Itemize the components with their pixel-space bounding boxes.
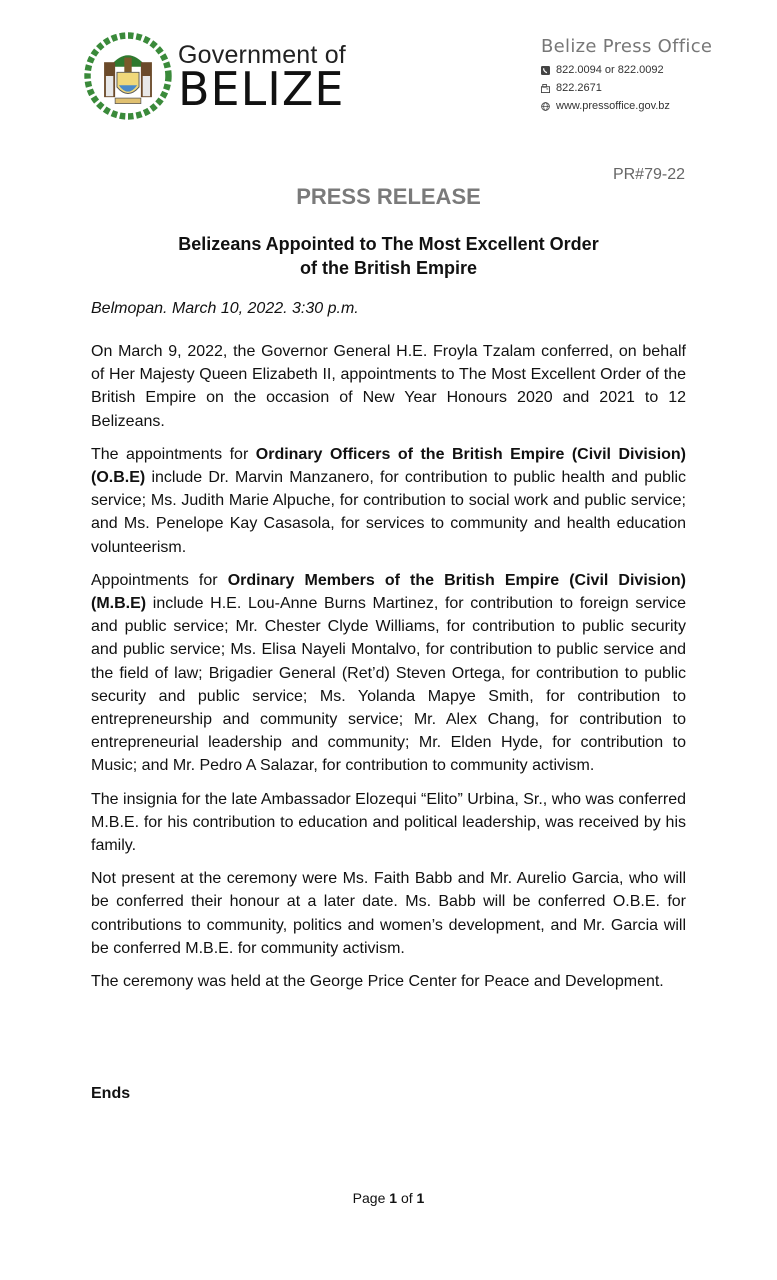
phone-icon: [541, 66, 550, 75]
paragraph-3-lead: Appointments for: [91, 571, 228, 589]
headline-line-2: of the British Empire: [299, 258, 478, 278]
headline: [0, 232, 777, 280]
paragraph-3-rest: include H.E. Lou-Anne Burns Martinez, for contribution to foreign service and public service; Mr. Chester Clyde Williams, for contribution to public security and public service; Ms. Elisa Nayeli Montalvo, for contribution to public service and the field of law; Brigadier General (Ret’d) Steven Ortega, for contribution to public security and public service; Ms. Yolanda Mapye Smith, for contribution to entrepreneurship and community service; Mr. Alex Chang, for contribution to entrepreneurial leadership and community; Mr. Elden Hyde, for contribution to Music; and Mr. Pedro A Salazar, for contribution to community activism.: [91, 595, 686, 775]
obe-designation: Ordinary Officers of the British Empire (Civil Division) (O.B.E): [91, 445, 687, 487]
paragraph-2: [91, 443, 686, 559]
paragraph-2-rest: include Dr. Marvin Manzanero, for contribution to public health and public service; Ms. Judith Marie Alpuche, for contribution to social work and public service; and Ms. Penelope Kay Casasola, for services to community and health education volunteerism.: [91, 469, 686, 556]
press-office-name: Belize Press Office: [541, 36, 713, 57]
website-link[interactable]: www.pressoffice.gov.bz: [556, 100, 670, 112]
brand-belize: BELIZE: [178, 62, 345, 116]
mbe-designation: Ordinary Members of the British Empire (Civil Division) (M.B.E): [91, 571, 686, 613]
phone-row: [541, 61, 712, 79]
paragraph-6: The ceremony was held at the George Price Center for Peace and Development.: [91, 973, 664, 991]
paragraph-2-lead: The appointments for: [91, 445, 256, 463]
fax-number: 822.2671: [556, 82, 602, 94]
press-release-number: PR#79-22: [612, 166, 685, 183]
fax-row: [541, 79, 712, 97]
press-release-label: PRESS RELEASE: [296, 184, 481, 209]
coat-of-arms-logo: [82, 30, 174, 122]
page-prefix: Page: [352, 1190, 390, 1206]
ends-marker: Ends: [91, 1085, 131, 1102]
paragraph-1: On March 9, 2022, the Governor General H.E. Froyla Tzalam conferred, on behalf of Her Majesty Queen Elizabeth II, appointments to The Most Excellent Order of the British Empire on the occasion of New Year Honours 2020 and 2021 to 12 Belizeans.: [91, 343, 686, 430]
website-row[interactable]: [541, 97, 712, 115]
brand-government-of: Government of: [178, 41, 346, 69]
paragraph-5: Not present at the ceremony were Ms. Faith Babb and Mr. Aurelio Garcia, who will be conferred their honour at a later date. Ms. Babb will be conferred O.B.E. for contributions to community, politics and women’s development, and Mr. Garcia will be conferred M.B.E. for community activism.: [91, 870, 686, 957]
globe-icon: [541, 102, 550, 111]
page-current: 1: [389, 1190, 398, 1206]
phone-numbers: 822.0094 or 822.0092: [556, 64, 664, 76]
page-indicator: [0, 1190, 777, 1206]
page-total: 1: [416, 1190, 425, 1206]
headline-line-1: Belizeans Appointed to The Most Excellent Order: [178, 234, 599, 254]
dateline: Belmopan. March 10, 2022. 3:30 p.m.: [91, 300, 359, 317]
paragraph-3: [91, 569, 686, 778]
fax-icon: [541, 84, 550, 93]
press-office-contact: [541, 36, 712, 115]
page-of: of: [397, 1190, 417, 1206]
brand-block: [178, 41, 346, 116]
paragraph-4: The insignia for the late Ambassador Elozequi “Elito” Urbina, Sr., who was conferred M.B.E. for his contribution to education and political leadership, was received by his family.: [91, 790, 686, 855]
release-body: [91, 340, 686, 1003]
